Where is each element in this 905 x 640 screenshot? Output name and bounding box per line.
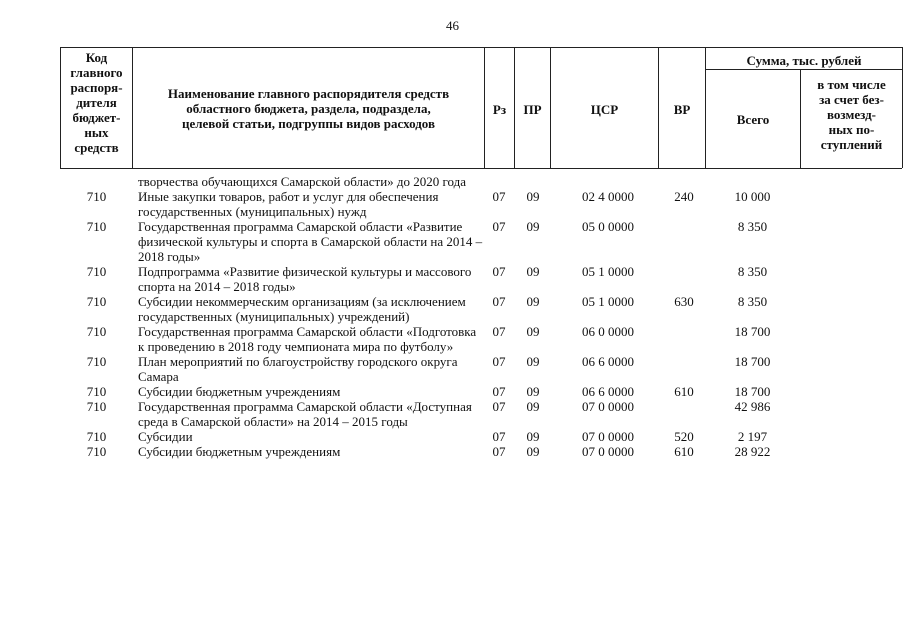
cell-code: 710: [86, 444, 107, 459]
cell-csr: 06 6 0000: [582, 384, 634, 399]
cell-rz: 07: [492, 264, 506, 279]
table-row: [60, 189, 900, 219]
cell-csr: 05 1 0000: [582, 294, 634, 309]
cell-pr: 09: [526, 219, 540, 234]
cell-name: Государственная программа Самарской области «Доступная среда в Самарской области» на 2014 – 2015 годы: [138, 399, 472, 429]
cell-total: 2 197: [737, 429, 768, 444]
cell-code: 710: [86, 264, 107, 279]
cell-rz: 07: [492, 354, 506, 369]
cell-name: творчества обучающихся Самарской области» до 2020 года: [138, 174, 467, 189]
cell-name: Государственная программа Самарской области «Развитие физической культуры и спорта в Самарской области на 2014 – 2018 годы»: [138, 219, 483, 264]
cell-name: Субсидии: [138, 429, 193, 444]
header-code: Код главного распоря- дителя бюджет- ных средств: [70, 50, 123, 155]
cell-csr: 06 6 0000: [582, 354, 634, 369]
table-row: [60, 219, 900, 264]
cell-name: Подпрограмма «Развитие физической культуры и массового спорта на 2014 – 2018 годы»: [138, 264, 472, 294]
cell-vr: 610: [674, 384, 694, 399]
table-row: [60, 384, 900, 399]
table-row: [60, 444, 900, 459]
cell-total: 42 986: [734, 399, 771, 414]
cell-pr: 09: [526, 399, 540, 414]
cell-name: План мероприятий по благоустройству городского округа Самара: [138, 354, 458, 384]
cell-vr: 630: [674, 294, 694, 309]
cell-total: 10 000: [734, 189, 771, 204]
header-top-border: [60, 47, 902, 48]
table-row: [60, 399, 900, 429]
cell-name: Субсидии бюджетным учреждениям: [138, 384, 341, 399]
table-row: [60, 324, 900, 354]
cell-rz: 07: [492, 219, 506, 234]
cell-total: 8 350: [737, 264, 768, 279]
header-name: Наименование главного распорядителя средств областного бюджета, раздела, подраздела, целевой статьи, подгруппы видов расходов: [167, 86, 450, 131]
cell-total: 18 700: [734, 354, 771, 369]
cell-total: 18 700: [734, 324, 771, 339]
cell-pr: 09: [526, 429, 540, 444]
cell-pr: 09: [526, 264, 540, 279]
cell-name: Субсидии бюджетным учреждениям: [138, 444, 341, 459]
cell-total: 18 700: [734, 384, 771, 399]
header-csr: ЦСР: [590, 102, 619, 117]
table-row: [60, 294, 900, 324]
cell-total: 8 350: [737, 219, 768, 234]
cell-pr: 09: [526, 189, 540, 204]
table-row: [60, 174, 900, 189]
cell-rz: 07: [492, 324, 506, 339]
cell-name: Иные закупки товаров, работ и услуг для обеспечения государственных (муниципальных) нужд: [138, 189, 439, 219]
header-sum-group: Сумма, тыс. рублей: [746, 53, 862, 68]
cell-code: 710: [86, 354, 107, 369]
cell-rz: 07: [492, 429, 506, 444]
cell-csr: 07 0 0000: [582, 444, 634, 459]
table-row: [60, 354, 900, 384]
cell-code: 710: [86, 399, 107, 414]
header-bottom-border: [60, 168, 902, 169]
cell-rz: 07: [492, 294, 506, 309]
cell-pr: 09: [526, 444, 540, 459]
cell-rz: 07: [492, 384, 506, 399]
table-row: [60, 264, 900, 294]
cell-name: Субсидии некоммерческим организациям (за исключением государственных (муниципальных) учреждений): [138, 294, 466, 324]
cell-vr: 520: [674, 429, 694, 444]
cell-csr: 07 0 0000: [582, 399, 634, 414]
header-right-border: [902, 47, 903, 168]
cell-code: 710: [86, 429, 107, 444]
cell-pr: 09: [526, 384, 540, 399]
header-vr: ВР: [673, 102, 691, 117]
cell-total: 28 922: [734, 444, 771, 459]
cell-vr: 610: [674, 444, 694, 459]
cell-pr: 09: [526, 354, 540, 369]
header-total: Всего: [736, 112, 770, 127]
table-row: [60, 429, 900, 444]
cell-vr: 240: [674, 189, 694, 204]
cell-csr: 06 0 0000: [582, 324, 634, 339]
cell-csr: 05 0 0000: [582, 219, 634, 234]
cell-total: 8 350: [737, 294, 768, 309]
cell-rz: 07: [492, 444, 506, 459]
cell-code: 710: [86, 384, 107, 399]
header-pr: ПР: [523, 102, 542, 117]
cell-rz: 07: [492, 399, 506, 414]
page-number: 46: [446, 18, 459, 33]
cell-code: 710: [86, 294, 107, 309]
cell-csr: 07 0 0000: [582, 429, 634, 444]
cell-pr: 09: [526, 324, 540, 339]
cell-rz: 07: [492, 189, 506, 204]
table-body: [60, 174, 900, 459]
cell-code: 710: [86, 219, 107, 234]
sum-group-divider: [705, 69, 902, 70]
header-free: в том числе за счет без- возмезд- ных по- ступлений: [817, 77, 886, 152]
cell-code: 710: [86, 324, 107, 339]
cell-pr: 09: [526, 294, 540, 309]
cell-csr: 02 4 0000: [582, 189, 634, 204]
cell-name: Государственная программа Самарской области «Подготовка к проведению в 2018 году чемпионата мира по футболу»: [138, 324, 477, 354]
header-rz: Рз: [492, 102, 507, 117]
cell-csr: 05 1 0000: [582, 264, 634, 279]
cell-code: 710: [86, 189, 107, 204]
